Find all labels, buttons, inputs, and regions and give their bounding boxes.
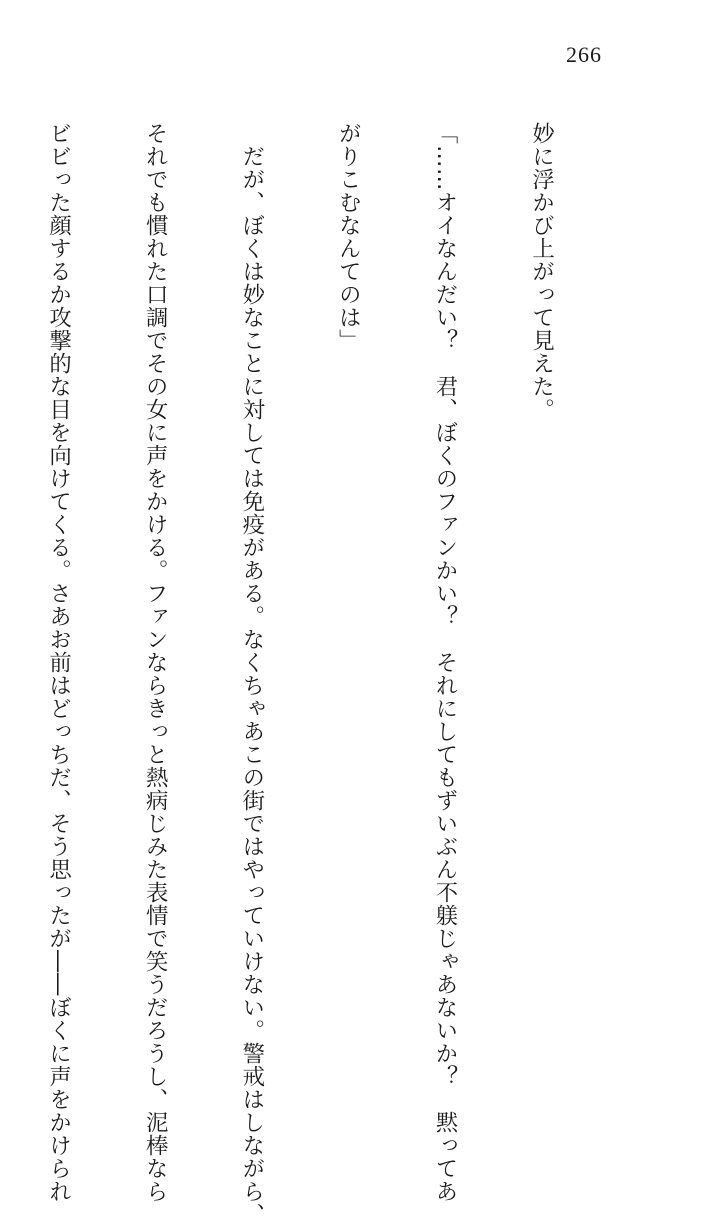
text-line: それでも慣れた口調でその女に声をかける。ファンならきっと熱病じみた表情で笑うだろうし、泥棒なら: [142, 122, 169, 1203]
text-line: ビビった顔するか攻撃的な目を向けてくる。さあお前はどっちだ、そう思ったが――ぼくに声をかけられ: [45, 122, 72, 1203]
text-line: だが、ぼくは妙なことに対しては免疫がある。なくちゃあこの街ではやっていけない。警戒はしながら、: [238, 122, 265, 1226]
text-line: 「……オイなんだい？ 君、ぼくのファンかい？ それにしてもずいぶん不躾じゃあないか？ 黙ってあ: [431, 122, 458, 1203]
text-line: がりこむなんてのは」: [335, 122, 362, 352]
page-number: 266: [566, 42, 602, 67]
body-text: [0, 122, 622, 1226]
text-line: 妙に浮かび上がって見えた。: [528, 122, 555, 421]
